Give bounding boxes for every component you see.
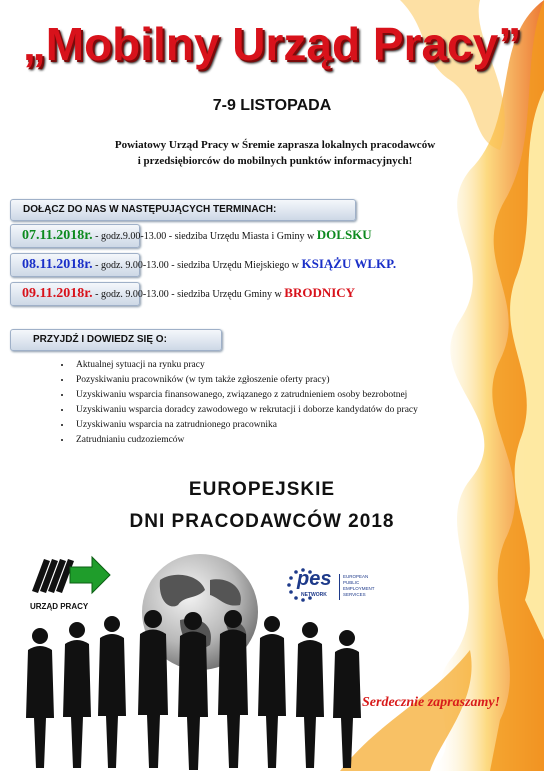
intro-line-1: Powiatowy Urząd Pracy w Śremie zaprasza lokalnych pracodawców <box>114 139 436 151</box>
term-row <box>22 282 355 306</box>
pes-mark: pes <box>297 568 332 590</box>
term-row <box>22 224 372 248</box>
intro-text <box>40 137 510 169</box>
date-range: 7-9 LISTOPADA <box>212 97 332 114</box>
term-date: 07.11.2018r. <box>22 228 93 243</box>
event-title-line-1: EUROPEJSKIE <box>188 479 336 500</box>
terms-header: DOŁĄCZ DO NAS W NASTĘPUJĄCYCH TERMINACH: <box>23 204 277 215</box>
learn-header-bar <box>10 329 222 351</box>
intro-line-2: i przedsiębiorców do mobilnych punktów informacyjnych! <box>137 155 413 167</box>
event-title-line-2: DNI PRACODAWCÓW 2018 <box>129 511 395 532</box>
learn-header: PRZYJDŹ I DOWIEDZ SIĘ O: <box>33 334 167 345</box>
terms-list <box>0 224 544 304</box>
term-details: - godz.9.00-13.00 - siedziba Urzędu Miasta i Gminy w <box>92 231 317 242</box>
term-row <box>22 253 396 277</box>
list-item: • Aktualnej sytuacji na rynku pracy <box>72 358 512 373</box>
pes-network: NETWORK <box>301 592 327 598</box>
pes-desc-line: EMPLOYMENT <box>343 586 375 591</box>
list-item: • Pozyskiwaniu pracowników (w tym także zgłoszenie oferty pracy) <box>72 373 512 388</box>
list-item: • Zatrudnianiu cudzoziemców <box>72 433 512 448</box>
term-place: KSIĄŻU WLKP. <box>301 256 397 271</box>
learn-list <box>58 358 512 448</box>
pes-desc-line: SERVICES <box>343 592 366 597</box>
terms-header-bar <box>10 199 356 221</box>
urzad-pracy-logo-text: URZĄD PRACY <box>30 602 89 611</box>
term-place: DOLSKU <box>316 227 372 242</box>
greeting: Serdecznie zapraszamy! <box>362 695 501 710</box>
pes-desc-line: EUROPEAN <box>343 574 369 579</box>
pes-desc-line: PUBLIC <box>343 580 360 585</box>
term-date: 09.11.2018r. <box>22 286 93 301</box>
list-item: • Uzyskiwaniu wsparcia na zatrudnionego pracownika <box>72 418 512 433</box>
list-item: • Uzyskiwaniu wsparcia doradcy zawodowego w rekrutacji i doborze kandydatów do pracy <box>72 403 512 418</box>
business-people-silhouettes <box>0 550 400 771</box>
term-details: - godz. 9.00-13.00 - siedziba Urzędu Gminy w <box>92 289 285 300</box>
term-details: - godz. 9.00-13.00 - siedziba Urzędu Miejskiego w <box>92 260 302 271</box>
term-date: 08.11.2018r. <box>22 257 93 272</box>
page-title: „Mobilny Urząd Pracy” <box>22 18 522 70</box>
list-item: • Uzyskiwaniu wsparcia finansowanego, związanego z zatrudnieniem osoby bezrobotnej <box>72 388 512 403</box>
term-place: BRODNICY <box>284 285 356 300</box>
